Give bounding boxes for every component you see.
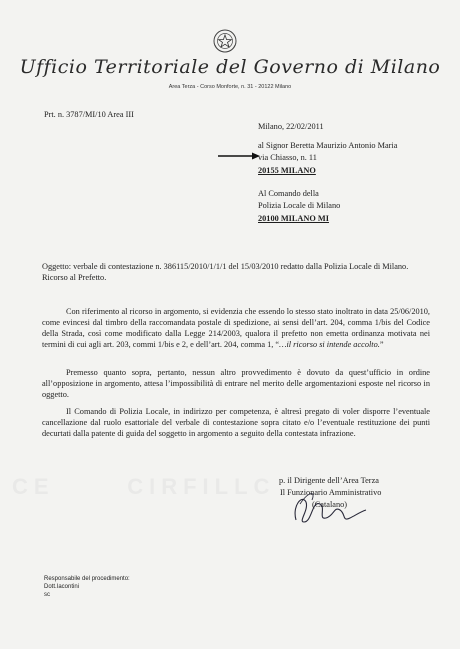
recipient2-line2: Polizia Locale di Milano [258,201,341,210]
body-paragraph-3 [42,406,430,439]
recipient1-name: al Signor Beretta Maurizio Antonio Maria [258,141,398,150]
faint-stamp-watermark: CE CIRFILLC [12,474,276,499]
signature-line-3: (Catalano) [312,500,348,509]
italian-republic-emblem-icon [212,28,238,54]
recipient1-city: 20155 MILANO [258,166,316,175]
body-paragraph-2-text: Premesso quanto sopra, pertanto, nessun altro provvedimento è dovuto da quest’ufficio in ordine all’opposizione in argomento, attesa l’impossibilità di entrare nel merito delle argomentazioni esposte nel ricorso in oggetto. [42,368,430,399]
body-paragraph-1-end: ” [379,340,384,349]
footer-initials: sc [44,592,50,598]
subject-line: Oggetto: verbale di contestazione n. 386115/2010/1/1/1 del 15/03/2010 redatto dalla Polizia Locale di Milano. Ricorso al Prefetto. [42,262,409,282]
handwritten-signature [282,486,372,532]
signature-line-1: p. il Dirigente dell’Area Terza [279,476,379,485]
recipient2-line1: Al Comando della [258,189,319,198]
body-paragraph-3-text: Il Comando di Polizia Locale, in indirizzo per competenza, è altresì pregato di voler disporre l’eventuale cancellazione dal ruolo esattoriale del verbale di contestazione sopra citato e/o l’eventuale restituzione dei punti decurtati dalla patente di guida del soggetto in argomento a seguito della contestata infrazione. [42,407,430,438]
protocol-number: Prt. n. 3787/MI/10 Area III [44,110,134,119]
recipient2-city: 20100 MILANO MI [258,214,329,223]
office-title: Ufficio Territoriale del Governo di Milano [19,56,441,78]
body-paragraph-1-text: Con riferimento al ricorso in argomento, si evidenzia che essendo lo stesso stato inoltrato in data 25/06/2010, come evincesi dal timbro della raccomandata postale di spedizione, ai sensi dell’art. 204, comma 1/bis del Codice della Strada, così come modificato dalla Legge 214/2003, qualora il prefetto non emetta ordinanza motivata nei termini di cui agli art. 203, commi 1/bis e 2, e dell’art. 204, comma 1, “ [42,307,430,349]
arrow-icon [218,152,260,160]
footer-block [44,575,130,599]
recipient1-street: via Chiasso, n. 11 [258,153,317,162]
body-paragraph-2 [42,367,430,400]
office-address: Area Terza - Corso Monforte, n. 31 - 20122 Milano [168,84,292,90]
footer-responsible-name: Dott.Iacontini [44,584,80,590]
body-paragraph-1-quote: …il ricorso si intende accolto. [279,340,380,349]
date-line: Milano, 22/02/2011 [258,122,324,131]
signature-line-2: Il Funzionario Amministrativo [280,488,382,497]
footer-responsible-label: Responsabile del procedimento: [44,576,130,582]
body-paragraph-1 [42,306,430,350]
